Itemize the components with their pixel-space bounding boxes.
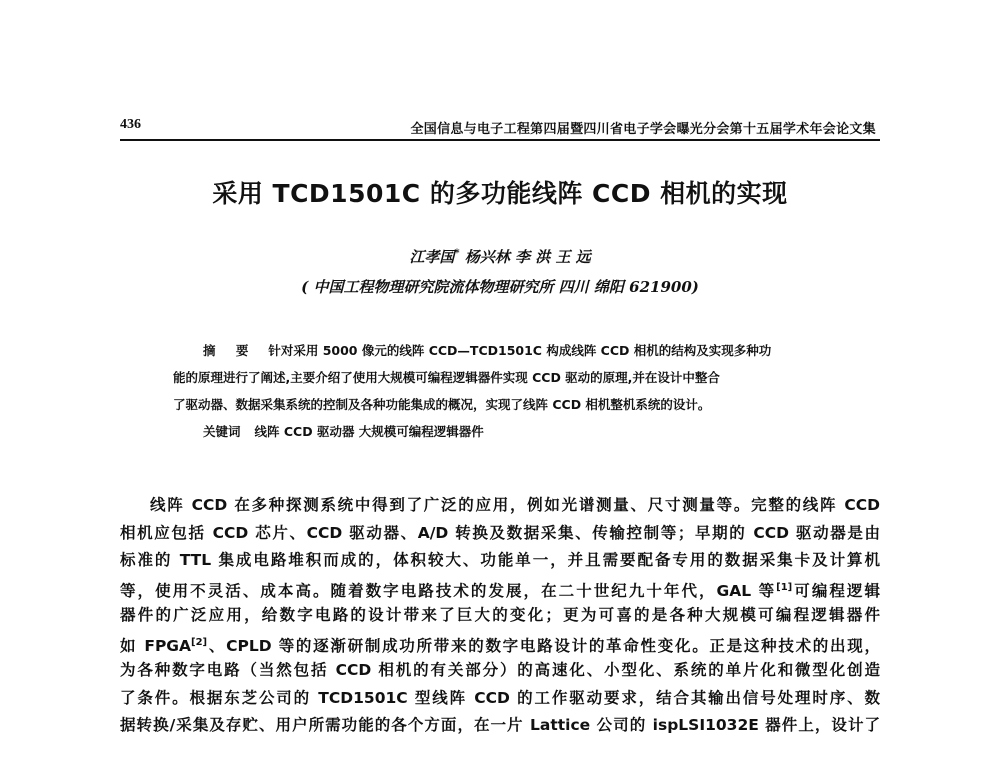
body-line: 相机应包括 CCD 芯片、CCD 驱动器、A/D 转换及数据采集、传输控制等；早期的 CCD 驱动器是由	[120, 523, 880, 542]
body-line: 据转换/采集及存贮、用户所需功能的各个方面，在一片 Lattice 公司的 ispLSI1032E 器件上，设计了	[120, 716, 880, 734]
body-text-segment: 等，使用不灵活、成本高。随着数字电路技术的发展，在二十世纪九十年代，GAL 等	[120, 581, 777, 600]
paper-title: 采用 TCD1501C 的多功能线阵 CCD 相机的实现	[212, 179, 788, 208]
body-text-segment: 、CPLD 等的逐渐研制成功所带来的数字电路设计的革命性变化。正是这种技术的出现，	[207, 636, 880, 655]
keywords-label: 关键词	[203, 424, 241, 439]
abstract	[173, 341, 828, 449]
corresponding-mark: *	[454, 248, 460, 259]
proceedings-title: 全国信息与电子工程第四届暨四川省电子学会曝光分会第十五届学术年会论文集	[410, 122, 876, 137]
citation-2: [2]	[191, 636, 208, 648]
affiliation: ( 中国工程物理研究院流体物理研究所 四川 绵阳 621900)	[301, 278, 699, 296]
body-text-segment: 可编程逻辑	[792, 581, 880, 600]
abstract-text-2: 能的原理进行了阐述,主要介绍了使用大规模可编程逻辑器件实现 CCD 驱动的原理,并在设计中整合	[173, 370, 720, 385]
abstract-text-3: 了驱动器、数据采集系统的控制及各种功能集成的概况，实现了线阵 CCD 相机整机系统的设计。	[173, 397, 711, 412]
body-text-segment: 如 FPGA	[120, 636, 192, 655]
body-line: 器件的广泛应用，给数字电路的设计带来了巨大的变化；更为可喜的是各种大规模可编程逻辑器件	[120, 606, 880, 624]
abstract-label: 摘 要	[203, 343, 257, 358]
citation-1: [1]	[776, 581, 793, 593]
abstract-line	[173, 341, 828, 368]
abstract-text-1: 针对采用 5000 像元的线阵 CCD—TCD1501C 构成线阵 CCD 相机的结构及实现多种功	[268, 343, 772, 358]
page-number: 436	[120, 117, 141, 132]
running-header	[120, 117, 880, 141]
keywords-line	[173, 422, 828, 449]
body-line: 标准的 TTL 集成电路堆积而成的，体积较大、功能单一，并且需要配备专用的数据采集卡及计算机	[120, 551, 880, 569]
body-paragraph	[120, 494, 880, 742]
first-author: 江孝国	[409, 248, 455, 266]
body-line	[120, 632, 880, 660]
body-line	[120, 577, 880, 605]
other-authors: 杨兴林 李 洪 王 远	[459, 248, 591, 266]
body-line: 为各种数字电路（当然包括 CCD 相机的有关部分）的高速化、小型化、系统的单片化和微型化创造	[120, 661, 880, 679]
body-line: 了条件。根据东芝公司的 TCD1501C 型线阵 CCD 的工作驱动要求，结合其输出信号处理时序、数	[120, 688, 880, 707]
author-list	[0, 246, 1000, 267]
keywords-text: 线阵 CCD 驱动器 大规模可编程逻辑器件	[254, 424, 484, 439]
body-line: 线阵 CCD 在多种探测系统中得到了广泛的应用，例如光谱测量、尺寸测量等。完整的线阵 CCD	[150, 496, 880, 514]
